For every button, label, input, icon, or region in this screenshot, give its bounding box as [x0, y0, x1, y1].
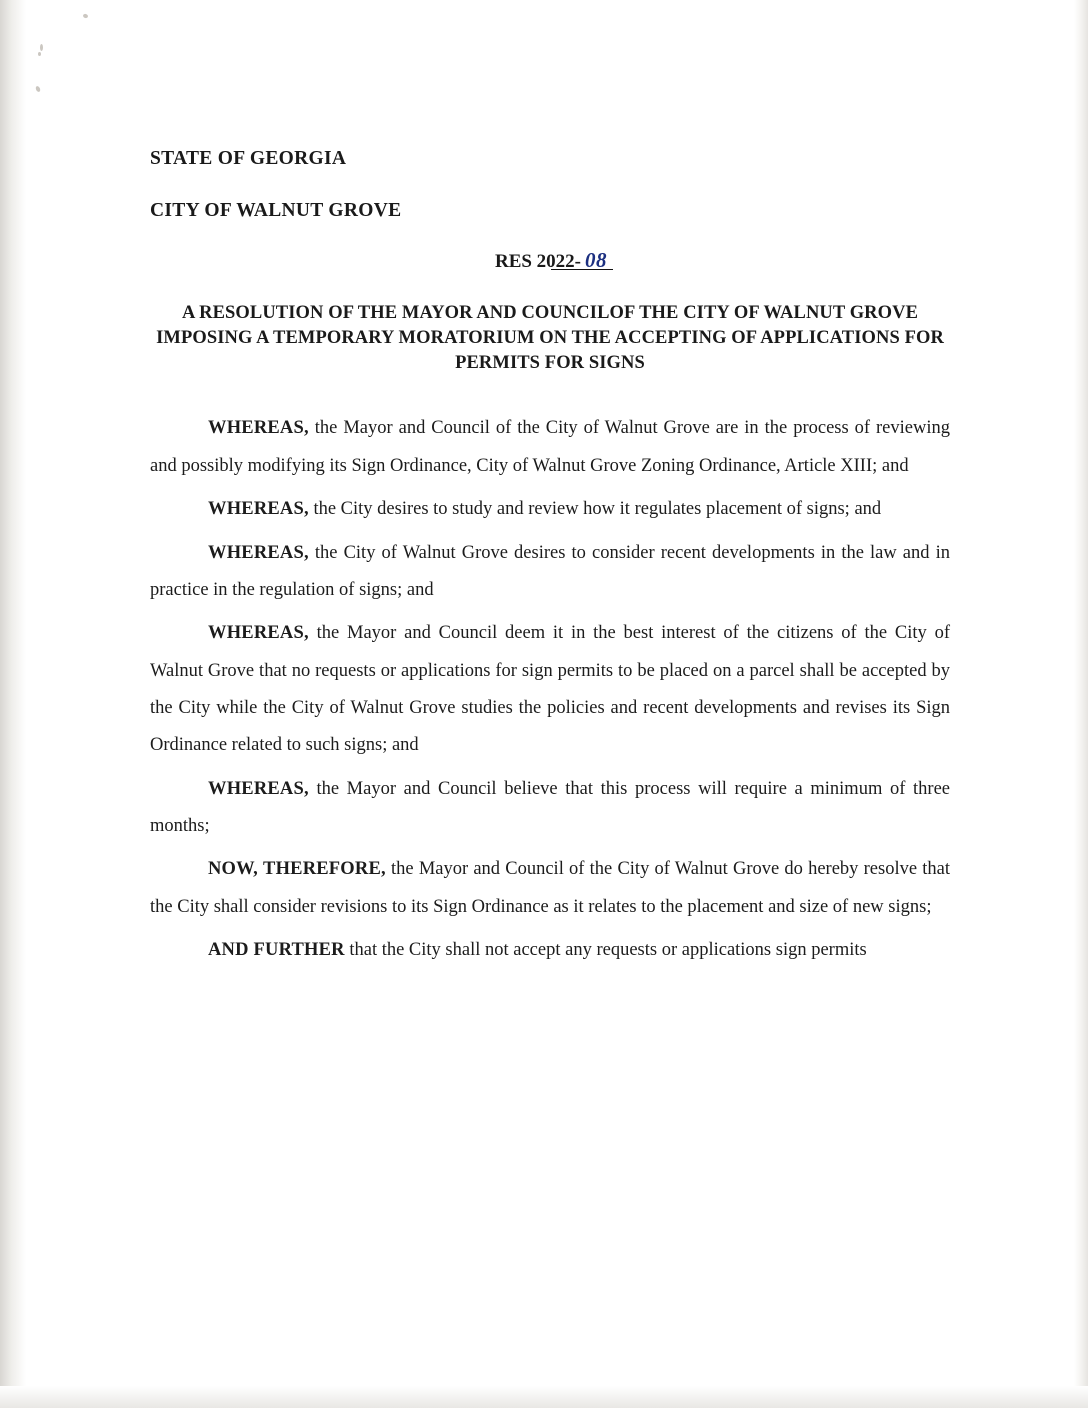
paragraph-lead: WHEREAS,	[208, 778, 309, 799]
paragraph-lead: WHEREAS,	[208, 499, 309, 520]
scan-speck-icon	[40, 44, 43, 51]
scan-speck-icon	[82, 13, 88, 18]
paragraph-lead: WHEREAS,	[208, 418, 309, 439]
paragraph-text: the Mayor and Council deem it in the best interest of the citizens of the City of Walnut Grove that no requests or applications for sign permits to be placed on a parcel shall be accepted by the City while the City of Walnut Grove studies the policies and recent developments and revises its Sign Ordinance related to such signs; and	[150, 623, 950, 756]
paragraph-lead: AND FURTHER	[208, 940, 345, 961]
paragraph-text: the Mayor and Council believe that this process will require a minimum of three months;	[150, 778, 950, 837]
scan-speck-icon	[38, 52, 41, 56]
paragraph-lead: NOW, THEREFORE,	[208, 859, 386, 880]
paragraph-whereas-2	[150, 491, 950, 528]
scan-edge-right	[1074, 0, 1088, 1408]
paragraph-text: the City desires to study and review how it regulates placement of signs; and	[308, 499, 882, 520]
paragraph-and-further	[150, 932, 950, 969]
scan-speck-icon	[35, 85, 41, 92]
scan-edge-bottom	[0, 1386, 1088, 1408]
document-body	[150, 148, 950, 976]
document-title: A RESOLUTION OF THE MAYOR AND COUNCILOF THE CITY OF WALNUT GROVE IMPOSING A TEMPORARY MORATORIUM ON THE ACCEPTING OF APPLICATIONS FOR PERMITS FOR SIGNS	[156, 303, 944, 374]
paragraph-text: the Mayor and Council of the City of Walnut Grove do hereby resolve that the City shall consider revisions to its Sign Ordinance as it relates to the placement and size of new signs;	[150, 859, 950, 917]
paragraph-whereas-5	[150, 771, 950, 846]
resolution-prefix: RES 2022-	[494, 251, 582, 272]
state-heading: STATE OF GEORGIA	[150, 148, 347, 169]
paragraph-text: the City of Walnut Grove desires to consider recent developments in the law and in practice in the regulation of signs; and	[150, 542, 950, 600]
paragraph-whereas-4	[150, 615, 950, 764]
resolution-number-underline	[551, 269, 613, 270]
paragraph-whereas-3	[150, 535, 950, 610]
paragraph-now-therefore	[150, 851, 950, 926]
resolution-number-handwritten: 08	[585, 248, 608, 272]
paragraph-text: that the City shall not accept any requests or applications sign permits	[344, 940, 867, 961]
paragraph-lead: WHEREAS,	[208, 542, 309, 563]
city-heading: CITY OF WALNUT GROVE	[150, 200, 402, 221]
paragraph-whereas-1	[150, 410, 950, 485]
paragraph-text: the Mayor and Council of the City of Walnut Grove are in the process of reviewing and possibly modifying its Sign Ordinance, City of Walnut Grove Zoning Ordinance, Article XIII; and	[150, 418, 950, 476]
scan-edge-left	[0, 0, 26, 1408]
paragraph-lead: WHEREAS,	[208, 623, 309, 644]
resolution-number-line	[158, 248, 950, 273]
